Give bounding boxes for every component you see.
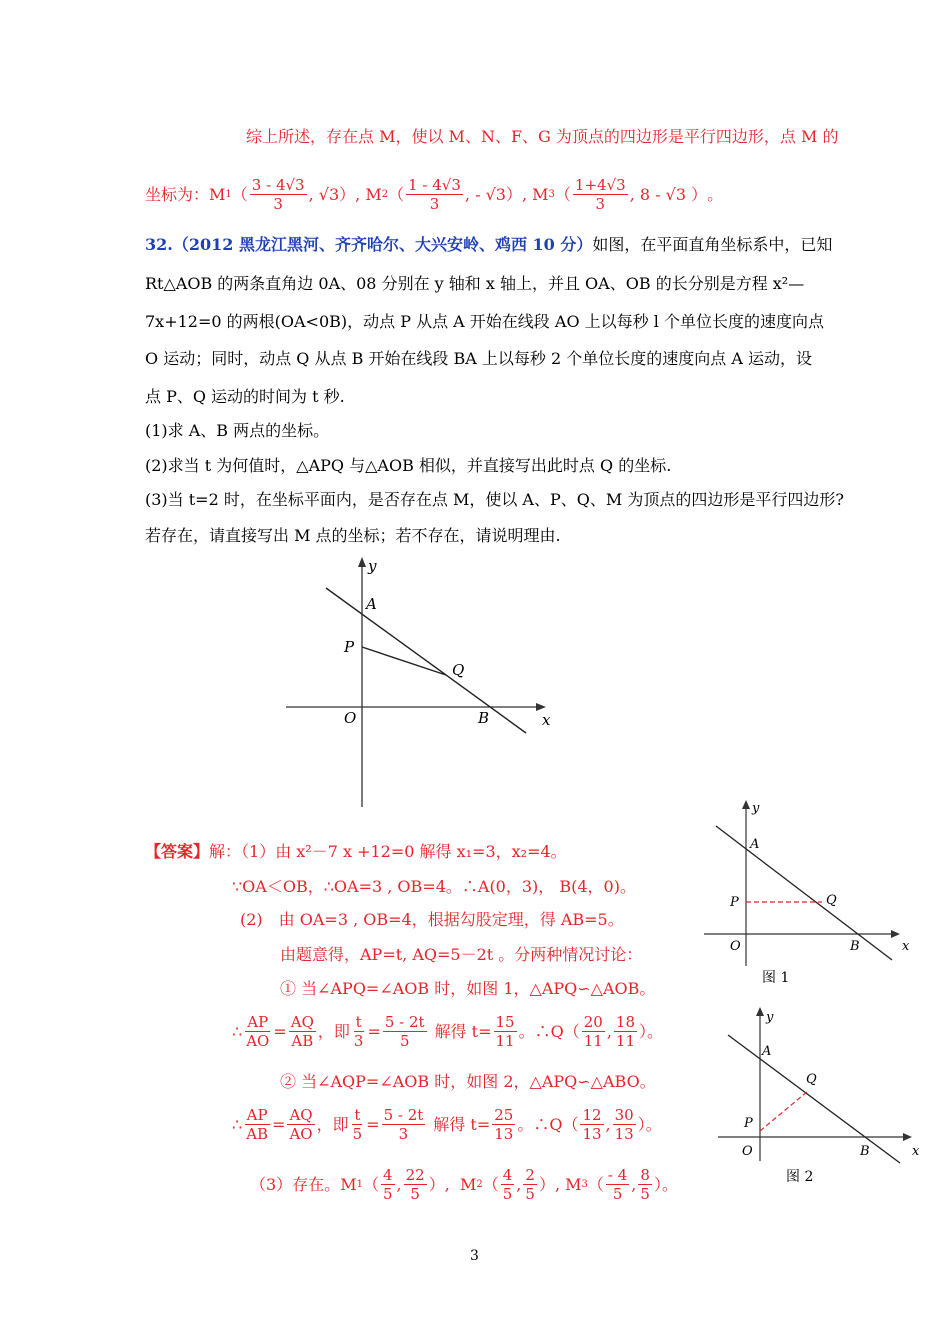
case-2-equation: ∴ $\frac{AP}{AB}$ = $\frac{AQ}{AO}$ ，即 $\frac{t}{5}$ = $\frac{5 - 2t}{3}$ 解得 t= $\frac{25}{13}$ 。∴Q（ $\frac{12}{13}$ , $\frac{30}{13}$ ）。 [232,1106,662,1143]
figure-2 [712,1005,928,1190]
m1-y: √3 [318,184,340,204]
answer-line-3: (2) 由 OA=3 , OB=4，根据勾股定理，得 AB=5。 [240,910,624,929]
fig2-x-arrow-icon [903,1133,912,1141]
m1-label: M [209,184,226,204]
fig2-label-x: x [912,1144,920,1159]
fig1-y-arrow-icon [742,800,750,809]
question-2: (2)求当 t 为何值时，△APQ 与△AOB 相似，并直接写出此时点 Q 的坐标. [145,456,672,475]
answer-line-2: ∵OA＜OB，∴OA=3 , OB=4。∴A(0，3)， B(4，0)。 [232,877,636,896]
coord-prefix: 坐标为： [145,184,210,204]
page-number: 3 [470,1248,479,1264]
main-figure [280,555,560,810]
part-3-answer: （3）存在。 M 1 （ $\frac{4}{5}$ , $\frac{22}{5}$ ）, M 2 （ $\frac{4}{5}$ , $\frac{2}{5}$ ）, M 3 （ $\frac{- 4}{5}$ , $\frac{8}{5}$ ）。 [250,1166,678,1203]
m1-fraction: $\frac{3 - 4√3}{3}$ [251,176,305,213]
summary-line-1: 综上所述，存在点 M，使以 M、N、F、G 为顶点的四边形是平行四边形，点 M 的 [246,127,839,146]
fig1-label-p: P [730,895,739,910]
label-x: x [542,711,551,729]
fig1-label-x: x [902,939,910,954]
m3-label: M [532,184,549,204]
label-a: A [366,595,377,613]
m3-sub: 3 [548,188,555,200]
fig2-y-arrow-icon [756,1007,764,1016]
label-y: y [368,557,377,575]
fig1-label-o: O [730,939,741,954]
fig1-x-arrow-icon [891,930,900,938]
fig1-label-q: Q [826,893,837,908]
label-p: P [344,638,355,656]
m2-y: - √3 [475,184,506,204]
fig1-caption: 图 1 [762,970,790,986]
fig2-line-ab [728,1035,900,1163]
fig2-label-b: B [860,1144,870,1159]
m1-sub: 1 [225,188,232,200]
case-1: ① 当∠APQ=∠AOB 时，如图 1，△APQ∽△AOB。 [280,979,656,998]
fig2-label-q: Q [806,1072,817,1087]
x-arrow-icon [536,703,546,711]
problem-line-4: O 运动；同时，动点 Q 从点 B 开始在线段 BA 上以每秒 2 个单位长度的速度向点 A 运动，设 [145,349,812,368]
fig1-label-a: A [750,837,760,852]
problem-line-5: 点 P、Q 运动的时间为 t 秒. [145,387,345,406]
problem-line-3: 7x+12=0 的两根(OA<0B)，动点 P 从点 A 开始在线段 AO 上以每秒 l 个单位长度的速度向点 [145,312,824,331]
m2-fraction: $\frac{1 - 4√3}{3}$ [408,176,461,213]
problem-source: 32.（2012 黑龙江黑河、齐齐哈尔、大兴安岭、鸡西 10 分） [145,235,593,254]
question-3b: 若存在，请直接写出 M 点的坐标；若不存在，请说明理由. [145,526,561,545]
figure-1 [700,798,920,993]
fig2-caption: 图 2 [786,1169,814,1185]
fig2-label-a: A [762,1044,772,1059]
y-arrow-icon [358,557,366,567]
answer-tag: 【答案】 [145,842,210,861]
problem-line-1: 32.（2012 黑龙江黑河、齐齐哈尔、大兴安岭、鸡西 10 分）如图，在平面直角坐标系中，已知 [145,235,833,254]
answer-line-1: 【答案】解：（1）由 x²－7 x +12=0 解得 x₁=3，x₂=4。 [145,842,567,861]
case-2: ② 当∠AQP=∠AOB 时，如图 2，△APQ∽△ABO。 [280,1072,656,1091]
m3-y: 8 - √3 [639,184,686,204]
problem-line-2: Rt△AOB 的两条直角边 0A、08 分别在 y 轴和 x 轴上，并且 OA、OB 的长分别是方程 x²— [145,274,805,293]
m2-sub: 2 [381,188,389,200]
fig2-segment-pq [760,1091,808,1131]
case-1-equation: ∴ $\frac{AP}{AO}$ = $\frac{AQ}{AB}$ ，即 $\frac{t}{3}$ = $\frac{5 - 2t}{5}$ 解得 t= $\frac{15}{11}$ 。∴Q（ $\frac{20}{11}$ , $\frac{18}{11}$ ）。 [232,1013,664,1050]
label-b: B [478,709,490,727]
m3-fraction: $\frac{1+4√3}{3}$ [574,176,626,213]
label-o: O [344,709,357,727]
fig1-label-b: B [850,939,860,954]
m2-label: M [365,184,382,204]
fig2-label-o: O [742,1144,753,1159]
fig2-label-y: y [766,1010,774,1025]
answer-line-4: 由题意得，AP=t, AQ=5－2t 。分两种情况讨论： [280,945,643,964]
summary-coords: 坐标为： M 1 （ $\frac{3 - 4√3}{3}$ , √3 ）, M 2 （ $\frac{1 - 4√3}{3}$ , - √3 ）, M 3 （ $\frac{1+4√3}{3}$ , 8 - √3 ） 。 [145,176,724,213]
question-3a: (3)当 t=2 时，在坐标平面内，是否存在点 M，使以 A、P、Q、M 为顶点的四边形是平行四边形? [145,490,844,509]
label-q: Q [452,661,465,679]
segment-pq [362,647,446,675]
question-1: (1)求 A、B 两点的坐标。 [145,421,330,440]
fig2-label-p: P [744,1116,753,1131]
fig1-label-y: y [752,801,760,816]
fig1-line-ab [716,826,892,960]
